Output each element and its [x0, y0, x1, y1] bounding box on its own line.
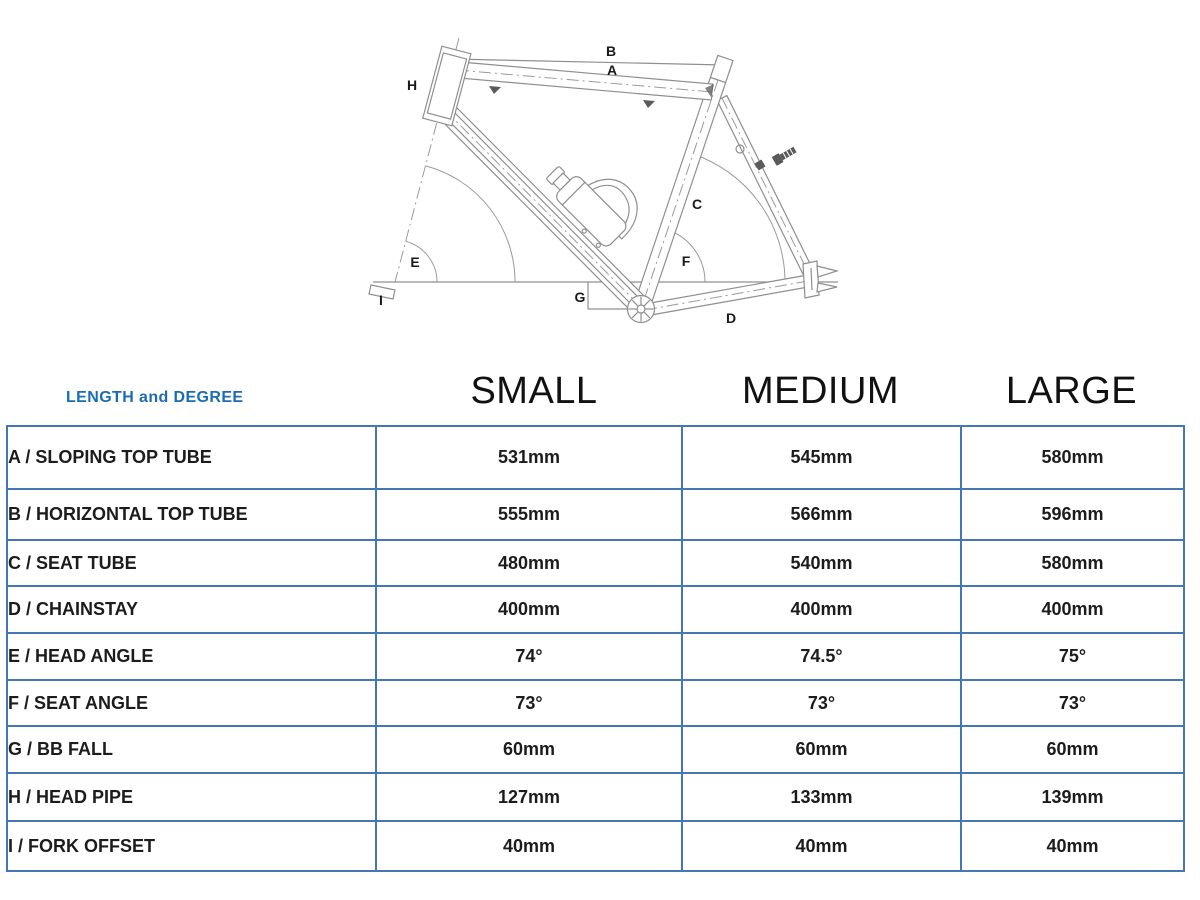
- horizontal-top-tube-line: [452, 59, 724, 65]
- value-large: 596mm: [961, 489, 1184, 540]
- bottom-bracket: [628, 296, 655, 323]
- table-row: [7, 489, 1184, 540]
- row-label: H / HEAD PIPE: [7, 773, 376, 821]
- head-angle-arc-outer: [426, 166, 515, 282]
- frame-outline: [423, 46, 837, 322]
- diagram-label-e: E: [410, 254, 420, 270]
- table-row: [7, 586, 1184, 633]
- value-small: 555mm: [376, 489, 682, 540]
- value-large: 580mm: [961, 426, 1184, 489]
- value-small: 40mm: [376, 821, 682, 871]
- diagram-label-f: F: [681, 253, 691, 269]
- value-large: 400mm: [961, 586, 1184, 633]
- value-medium: 566mm: [682, 489, 961, 540]
- value-medium: 545mm: [682, 426, 961, 489]
- diagram-label-b: B: [605, 43, 617, 59]
- row-label: I / FORK OFFSET: [7, 821, 376, 871]
- table-row: [7, 633, 1184, 680]
- diagram-label-a: A: [606, 62, 618, 78]
- value-large: 75°: [961, 633, 1184, 680]
- diagram-label-i: I: [379, 292, 383, 308]
- value-small: 531mm: [376, 426, 682, 489]
- size-header-medium: MEDIUM: [741, 370, 900, 412]
- bolt-icon: [755, 145, 798, 170]
- table-row: [7, 773, 1184, 821]
- value-small: 60mm: [376, 726, 682, 773]
- value-large: 580mm: [961, 540, 1184, 586]
- table-row: [7, 726, 1184, 773]
- geometry-table: [6, 425, 1185, 872]
- table-row: [7, 426, 1184, 489]
- diagram-label-d: D: [725, 310, 737, 326]
- table-title: LENGTH and DEGREE: [66, 389, 244, 406]
- value-large: 40mm: [961, 821, 1184, 871]
- row-label: A / SLOPING TOP TUBE: [7, 426, 376, 489]
- value-small: 127mm: [376, 773, 682, 821]
- diagram-label-h: H: [406, 77, 418, 93]
- value-small: 400mm: [376, 586, 682, 633]
- seat-angle-arc-outer: [693, 154, 785, 282]
- value-medium: 400mm: [682, 586, 961, 633]
- value-medium: 73°: [682, 680, 961, 726]
- size-header-large: LARGE: [1005, 370, 1138, 412]
- value-small: 74°: [376, 633, 682, 680]
- row-label: F / SEAT ANGLE: [7, 680, 376, 726]
- value-medium: 60mm: [682, 726, 961, 773]
- value-small: 73°: [376, 680, 682, 726]
- value-medium: 540mm: [682, 540, 961, 586]
- row-label: C / SEAT TUBE: [7, 540, 376, 586]
- value-small: 480mm: [376, 540, 682, 586]
- cable-guide-icon: [643, 100, 655, 108]
- table-row: [7, 821, 1184, 871]
- diagram-label-c: C: [691, 196, 703, 212]
- row-label: E / HEAD ANGLE: [7, 633, 376, 680]
- value-medium: 74.5°: [682, 633, 961, 680]
- diagram-label-g: G: [574, 289, 586, 305]
- value-medium: 133mm: [682, 773, 961, 821]
- row-label: G / BB FALL: [7, 726, 376, 773]
- value-large: 60mm: [961, 726, 1184, 773]
- row-label: B / HORIZONTAL TOP TUBE: [7, 489, 376, 540]
- water-bottle: [538, 142, 651, 255]
- table-row: [7, 540, 1184, 586]
- cable-guide-icon: [489, 86, 501, 94]
- size-header-small: SMALL: [470, 370, 598, 412]
- row-label: D / CHAINSTAY: [7, 586, 376, 633]
- bike-frame-diagram: [0, 0, 1200, 362]
- table-row: [7, 680, 1184, 726]
- value-medium: 40mm: [682, 821, 961, 871]
- value-large: 73°: [961, 680, 1184, 726]
- value-large: 139mm: [961, 773, 1184, 821]
